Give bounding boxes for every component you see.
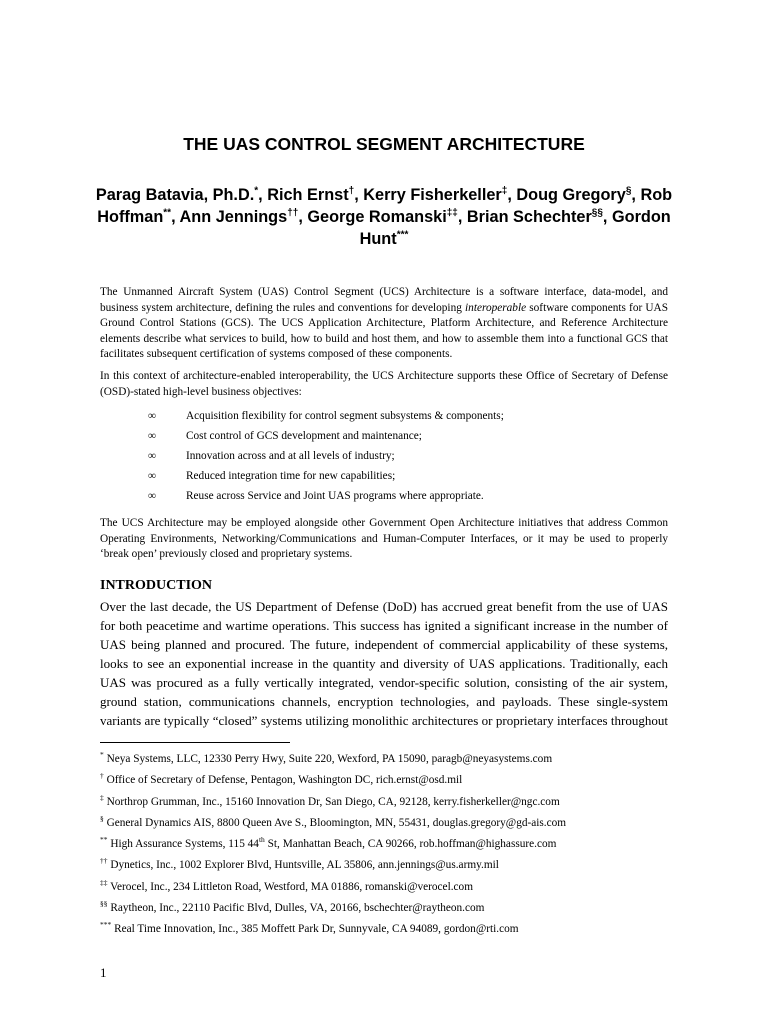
footnote bbox=[100, 813, 720, 834]
footnote-mark: † bbox=[100, 771, 104, 781]
page-number: 1 bbox=[100, 964, 107, 980]
footnote-text: Verocel, Inc., 234 Littleton Road, Westford, MA 01886, romanski@verocel.com bbox=[110, 880, 473, 893]
footnote-divider bbox=[100, 742, 290, 743]
bullet-symbol: ∞ bbox=[148, 450, 157, 463]
footnote-text: Raytheon, Inc., 22110 Pacific Blvd, Dulles, VA, 20166, bschechter@raytheon.com bbox=[110, 902, 485, 915]
footnote-mark: § bbox=[625, 185, 632, 197]
footnote-mark: * bbox=[254, 185, 259, 197]
author: Brian Schechter bbox=[466, 208, 592, 226]
footnote-text: Dynetics, Inc., 1002 Explorer Blvd, Huntsville, AL 35806, ann.jennings@us.army.mil bbox=[110, 859, 499, 872]
list-item bbox=[100, 406, 668, 426]
bullet-symbol: ∞ bbox=[148, 410, 157, 423]
footnote-mark: § bbox=[100, 813, 104, 823]
footnote bbox=[100, 792, 720, 813]
footnote-mark: ** bbox=[100, 835, 108, 845]
list-item-text: Innovation across and at all levels of industry; bbox=[186, 450, 395, 463]
footnote-mark: ‡ bbox=[501, 185, 508, 197]
footnote-text: Real Time Innovation, Inc., 385 Moffett Park Dr, Sunnyvale, CA 94089, gordon@rti.com bbox=[114, 923, 519, 936]
footnote bbox=[100, 855, 720, 876]
section-heading: INTRODUCTION bbox=[100, 577, 213, 593]
author: Gordon Hunt bbox=[359, 208, 671, 248]
abstract-paragraph: In this context of architecture-enabled interoperability, the UCS Architecture supports these Office of Secretary of Defense (OSD)-stated high-level business objectives: bbox=[100, 369, 668, 398]
list-item-text: Acquisition flexibility for control segment subsystems & components; bbox=[186, 410, 504, 423]
footnote-text: St, Manhattan Beach, CA 90266, rob.hoffman@highassure.com bbox=[264, 838, 557, 851]
footnote bbox=[100, 919, 720, 940]
list-item bbox=[100, 426, 668, 446]
ordinal-suffix: th bbox=[258, 835, 265, 845]
author-list: Parag Batavia, Ph.D.*, Rich Ernst†, Kerry Fisherkeller‡, Doug Gregory§, Rob Hoffman**, Ann Jennings††, George Romanski‡‡, Brian Schechter§§, Gordon Hunt*** bbox=[95, 185, 673, 248]
author: Ann Jennings bbox=[179, 208, 288, 226]
footnote bbox=[100, 898, 720, 919]
footnote-text: Office of Secretary of Defense, Pentagon, Washington DC, rich.ernst@osd.mil bbox=[106, 774, 463, 787]
footnote-mark: †† bbox=[100, 856, 108, 866]
emphasis: interoperable bbox=[465, 301, 527, 314]
footnote-mark: * bbox=[100, 749, 104, 759]
footnote bbox=[100, 770, 720, 791]
abstract-paragraph bbox=[100, 285, 668, 363]
author: George Romanski bbox=[307, 208, 447, 226]
author: Rich Ernst bbox=[267, 186, 349, 204]
footnote-text: General Dynamics AIS, 8800 Queen Ave S., Bloomington, MN, 55431, douglas.gregory@gd-ais.com bbox=[106, 816, 567, 829]
footnote-mark: *** bbox=[396, 229, 409, 241]
footnote bbox=[100, 749, 720, 770]
footnote-text: High Assurance Systems, 115 44 bbox=[110, 838, 259, 851]
author: Kerry Fisherkeller bbox=[363, 186, 502, 204]
footnote-mark: ** bbox=[163, 207, 172, 219]
abstract bbox=[100, 285, 668, 563]
list-item-text: Reduced integration time for new capabilities; bbox=[186, 470, 396, 483]
footnote bbox=[100, 834, 720, 855]
bullet-symbol: ∞ bbox=[148, 430, 157, 443]
footnote-mark: ‡ bbox=[100, 792, 104, 802]
objectives-list bbox=[100, 406, 668, 506]
footnote-mark: †† bbox=[287, 207, 299, 219]
list-item-text: Cost control of GCS development and maintenance; bbox=[186, 430, 422, 443]
list-item bbox=[100, 446, 668, 466]
footnote-mark: §§ bbox=[100, 899, 108, 909]
bullet-symbol: ∞ bbox=[148, 470, 157, 483]
list-item bbox=[100, 466, 668, 486]
text: software components for UAS Ground Control Stations (GCS). The UCS Application Architecture, Platform Architecture, and Reference Architecture elements describe what services to build, how to build and host them, and how to assemble them into a functional GCS that facilitates subsequent certification of systems composed of these components. bbox=[100, 301, 668, 361]
footnote-mark: ‡‡ bbox=[446, 207, 458, 219]
text: The Unmanned Aircraft System (UAS) Control Segment (UCS) Architecture is a software interface, data-model, and business system architecture, defining the rules and conventions for developing bbox=[100, 286, 668, 314]
author: Rob Hoffman bbox=[97, 186, 673, 226]
page-column bbox=[95, 0, 673, 1021]
footnote-mark: ‡‡ bbox=[100, 877, 108, 887]
footnote-mark: §§ bbox=[591, 207, 603, 219]
author: Parag Batavia, Ph.D. bbox=[95, 186, 255, 204]
paper-title: THE UAS CONTROL SEGMENT ARCHITECTURE bbox=[183, 134, 585, 154]
footnotes bbox=[100, 749, 720, 941]
footnote-mark: *** bbox=[100, 920, 112, 930]
bullet-symbol: ∞ bbox=[148, 490, 157, 503]
list-item-text: Reuse across Service and Joint UAS programs where appropriate. bbox=[186, 490, 484, 503]
body-paragraph: Over the last decade, the US Department of Defense (DoD) has accrued great benefit from the use of UAS for both peacetime and wartime operations. This success has ignited a significant increase in the number of UAS being planned and procured. The future, independent of commercial applicability of these systems, looks to see an exponential increase in the quantity and diversity of UAS applications. Traditionally, each UAS was procured as a fully vertically integrated, vendor-specific solution, consisting of the air system, ground station, communications channels, encryption technologies, and payloads. These single-system variants are typically “closed” systems utilizing monolithic architectures or proprietary interfaces throughout bbox=[100, 598, 668, 728]
footnote-mark: † bbox=[348, 185, 355, 197]
footnote-text: Northrop Grumman, Inc., 15160 Innovation Dr, San Diego, CA, 92128, kerry.fisherkeller@ngc.com bbox=[106, 795, 560, 808]
list-item bbox=[100, 486, 668, 506]
abstract-paragraph: The UCS Architecture may be employed alongside other Government Open Architecture initiatives that address Common Operating Environments, Networking/Communications and Human-Computer Interfaces, or it may be used to properly ‘break open’ previously closed and proprietary systems. bbox=[100, 517, 668, 561]
author: Doug Gregory bbox=[516, 186, 626, 204]
footnote-text: Neya Systems, LLC, 12330 Perry Hwy, Suite 220, Wexford, PA 15090, paragb@neyasystems.com bbox=[106, 752, 553, 765]
footnote bbox=[100, 877, 720, 898]
